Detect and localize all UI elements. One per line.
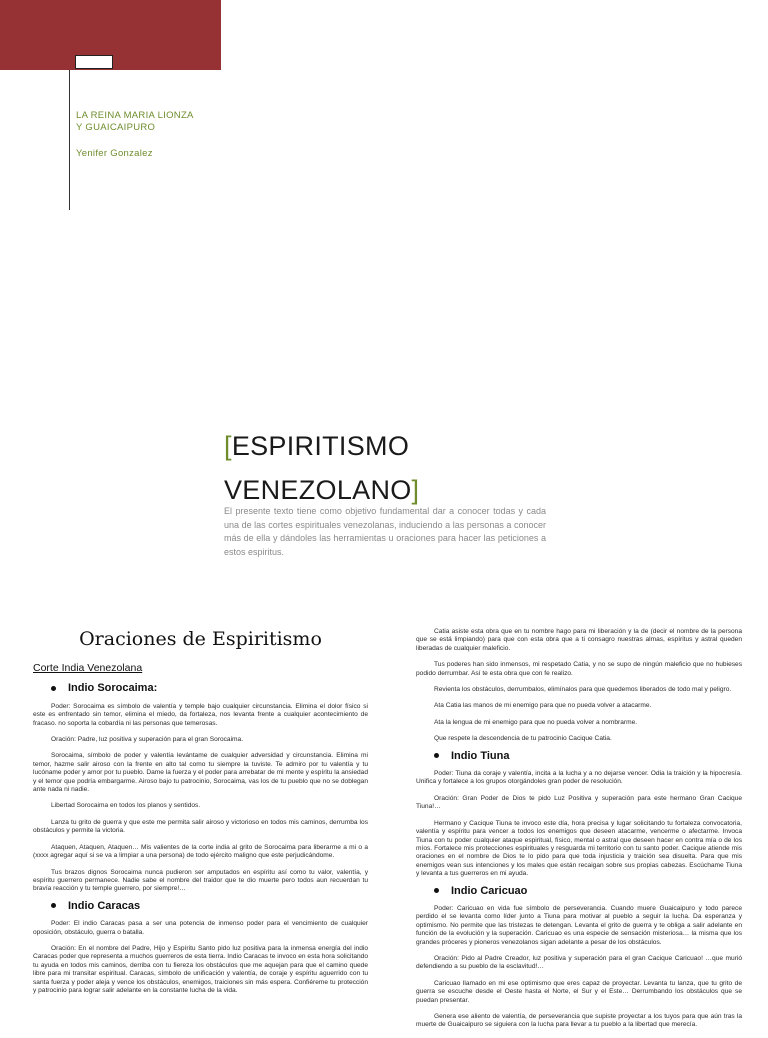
header-divider-line — [69, 70, 70, 210]
left-column-content — [33, 684, 368, 995]
body-paragraph: Que respete la descendencia de tu patrocinio Cacique Catia. — [434, 735, 612, 743]
document-header-title — [76, 110, 226, 134]
body-paragraph: Genera ese aliento de valentía, de perseverancia que supiste proyectar a los tuyos para que aún tras la muerte de Guaicaipuro se siguiera con la lucha para llevar a tu pueblo a la libertad que merecía. — [416, 1013, 742, 1029]
body-paragraph: Tus poderes han sido inmensos, mi respetado Catia, y no se supo de ningún maleficio que no hubieses podido derrumbar. Así te esta obra que con fe realizo. — [416, 661, 742, 677]
body-paragraph: Tus brazos dignos Sorocaima nunca pudieron ser amputados en espíritu así como tu valor, valentía, y espíritu guerrero permanece. Nadie sabe el nombre del traidor que te dio muerte pero todos aun recuerdan tu bravía reacción y tu temple guerrero, por siempre!… — [33, 868, 368, 893]
indio-heading-text: Indio Sorocaima: — [68, 682, 158, 695]
body-paragraph: Lanza tu grito de guerra y que este me permita salir airoso y victorioso en todos mis caminos, derrumba los obstáculos y permite la victoria. — [33, 818, 368, 835]
right-column-content — [416, 628, 742, 1030]
body-paragraph: Hermano y Cacique Tiuna te invoco este día, hora precisa y lugar solicitando tu fortaleza convocatoria, valentía y espíritu para vencer a todos los enemigos que deseen atacarme, vencerme o afectarme. Invoca Tiuna con tu poder cualquier ataque espiritual, físico, mental o astral que deseen hacer en contra mía o de los míos. Fortalece mis protecciones espirituales y resguarda mi territorio con tu santo poder. Cacique atiende mis oraciones en el nombre de Dios te lo pido para que toda injusticia y traición sea disuelta. Para que mis enemigos vean sus intenciones y los males que están recaigan sobre sus propias cabezas. Escúchame Tiuna y levanta a tus guerreros en mi ayuda. — [416, 819, 742, 878]
indio-heading-text: Indio Caricuao — [451, 884, 528, 897]
indio-heading — [51, 899, 368, 912]
main-title-line-2: VENEZOLANO — [224, 475, 412, 505]
title-bracket-close: ] — [411, 475, 420, 505]
body-paragraph: Oración: Gran Poder de Dios te pido Luz Positiva y superación para este hermano Gran Cacique Tiuna!… — [416, 794, 742, 811]
corner-label-box — [75, 55, 113, 69]
body-paragraph: Catia asiste esta obra que en tu nombre hago para mi liberación y la de (decir el nombre de la persona que se está limpiando) para que con esta obra que a ti consagro nuestras almas, espíritus y astral queden liberadas de cualquier maleficio. — [416, 628, 742, 652]
title-bracket-open: [ — [224, 431, 232, 461]
body-paragraph: Poder: Tiuna da coraje y valentía, incita a la lucha y a no dejarse vencer. Odia la traición y la hipocresía. Unifica y fortalece a los grupos otorgándoles gran poder de resolución. — [416, 770, 742, 786]
indio-heading-text: Indio Caracas — [68, 899, 141, 912]
indio-heading — [51, 682, 368, 695]
bullet-icon — [51, 686, 56, 691]
body-paragraph: Oración: Padre, luz positiva y superación para el gran Sorocaima. — [51, 736, 244, 744]
body-paragraph: Ata la lengua de mi enemigo para que no pueda volver a nombrarme. — [434, 718, 638, 726]
header-title-line-1: LA REINA MARIA LIONZA — [76, 110, 194, 121]
document-abstract: El presente texto tiene como objetivo fundamental dar a conocer todas y cada una de las cortes espirituales venezolanas, induciendo a las personas a conocer más de ella y dándoles las herramientas u oraciones para hacer las peticiones a estos espiritus. — [224, 506, 546, 557]
indio-heading-text: Indio Tiuna — [451, 749, 510, 762]
body-paragraph: Caricuao llamado en mi ese optimismo que eres capaz de proyectar. Levanta tu lanza, que tu grito de guerra se escuche desde el Oeste hasta el Norte, el Sur y el Este… Derrumbando los obstáculos que se puedan presentar. — [416, 979, 742, 1004]
bullet-icon — [434, 753, 439, 758]
body-paragraph: Ata Catia las manos de mi enemigo para que no pueda volver a atacarme. — [434, 702, 652, 710]
body-paragraph: Oración: Pido al Padre Creador, luz positiva y superación para el gran Cacique Caricuao! …que murió defendiendo a su pueblo de la esclavitud!… — [416, 954, 742, 971]
corte-heading: Corte India Venezolana — [33, 662, 143, 674]
main-title — [224, 424, 564, 512]
indio-heading — [434, 749, 742, 762]
body-paragraph: Ataquen, Ataquen, Ataquen… Mis valientes de la corte india al grito de Sorocaima para liberarme a mi o a (xxxx agregar aquí si se va a limpiar a una persona) de todo ejército maligno que este perjudicándome. — [33, 843, 368, 860]
body-paragraph: Revienta los obstáculos, derrumbalos, elimínalos para que quedemos liberados de todo mal y peligro. — [434, 686, 732, 694]
header-title-line-2: Y GUAICAIPURO — [76, 122, 156, 133]
document-author: Yenifer Gonzalez — [76, 148, 153, 159]
section-title: Oraciones de Espiritismo — [79, 628, 322, 650]
body-paragraph: Poder: Caricuao en vida fue símbolo de perseverancia. Cuando muere Guaicaipuro y todo parece perdido el se levanta como líder junto a Tiuna para motivar al pueblo a seguir la lucha. Da esperanza y optimismo. No permite que las tristezas te detengan. Levanta el grito de guerra y te obliga a salir adelante en función de la evolución y la superación. Caricuao es una especie de sensación misteriosa… la misma que los grandes próceres y pioneros venezolanos sigan adelante a pesar de los obstáculos. — [416, 904, 742, 946]
bullet-icon — [434, 888, 439, 893]
right-column — [416, 628, 742, 1038]
indio-heading — [434, 884, 742, 897]
left-column — [33, 628, 368, 1003]
bullet-icon — [51, 903, 56, 908]
body-paragraph: Poder: El indio Caracas pasa a ser una potencia de inmenso poder para el vencimiento de cualquier oposición, obstáculo, guerra o batalla. — [33, 920, 368, 936]
body-paragraph: Poder: Sorocaima es símbolo de valentía y temple bajo cualquier circunstancia. Elimina el dolor físico si este es enfrentado sin temor, elimina el miedo, da fortaleza, nos levanta frente a cualquier acontecimiento de fracaso. no soporta la cobardía ni las personas que temerosas. — [33, 702, 368, 727]
body-paragraph: Sorocaima, símbolo de poder y valentía levántame de cualquier adversidad y circunstancia. Elimina mi temor, hazme salir airoso con la frente en alto tal como tu siempre la tuviste. Te admiro por tu valentía y tu lucóname poder y amor por tu pueblo. Dame la fuerza y el poder para arrebatar de mi mente y espíritu la ansiedad y el temor que podría embargarme. Airoso bajo tu patrocinio, Sorocaima, vas los de tu pueblo que no se doblegan ante nada ni nadie. — [33, 752, 368, 794]
body-paragraph: Oración: En el nombre del Padre, Hijo y Espíritu Santo pido luz positiva para la inmensa energía del indio Caracas poder que representa a muchos guerreros de esta tierra. Indio Caracas te invoco en esta hora solicitando tu ayuda en todos mis caminos, derriba con tu fiereza los obstáculos que me aquejan para que el camino quede libre para mi transitar espiritual. Caracas, símbolo de unificación y valentía, de coraje y espíritu aguerrido con tu santa fuerza y poder aleja y vence los obstáculos, enemigos, traiciones sin más espera. Confiéreme tu protección y patrocinio para lograr salir adelante en la constante lucha de la vida. — [33, 944, 368, 994]
body-paragraph: Libertad Sorocaima en todos los planos y sentidos. — [51, 802, 201, 810]
main-title-line-1: ESPIRITISMO — [231, 431, 410, 461]
